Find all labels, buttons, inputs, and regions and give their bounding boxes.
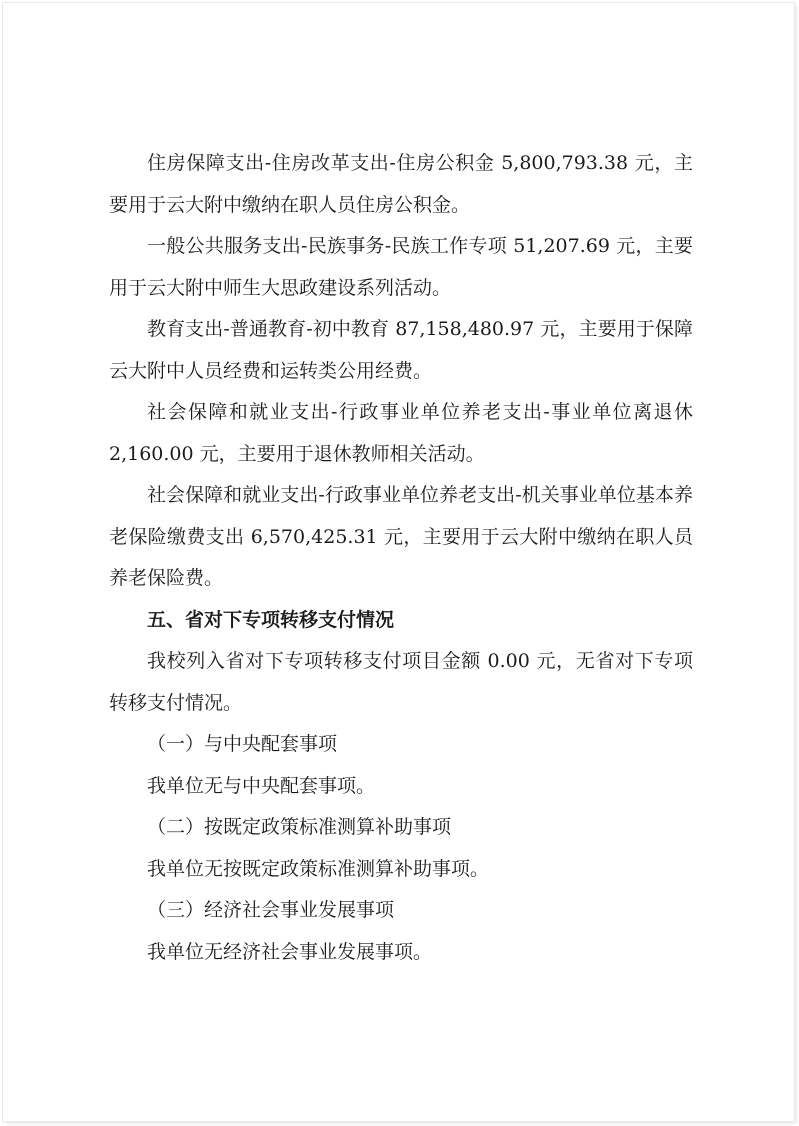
paragraph-ethnic-affairs: 一般公共服务支出-民族事务-民族工作专项 51,207.69 元，主要用于云大附中师生大思政建设系列活动。	[109, 235, 693, 299]
subsection-title-1: （一）与中央配套事项	[147, 733, 338, 755]
subsection-text-3: 我单位无经济社会事业发展事项。	[147, 940, 433, 963]
subsection-title-3: （三）经济社会事业发展事项	[147, 899, 395, 921]
paragraph-housing: 住房保障支出-住房改革支出-住房公积金 5,800,793.38 元，主要用于云大附中缴纳在职人员住房公积金。	[109, 152, 693, 216]
document-body	[109, 143, 693, 973]
paragraph-education: 教育支出-普通教育-初中教育 87,158,480.97 元，主要用于保障云大附中人员经费和运转类公用经费。	[109, 318, 693, 382]
section-intro: 我校列入省对下专项转移支付项目金额 0.00 元，无省对下专项转移支付情况。	[109, 650, 693, 714]
paragraph-pension-insurance: 社会保障和就业支出-行政事业单位养老支出-机关事业单位基本养老保险缴费支出 6,570,425.31 元，主要用于云大附中缴纳在职人员养老保险费。	[109, 484, 693, 589]
paragraph-retirement: 社会保障和就业支出-行政事业单位养老支出-事业单位离退休 2,160.00 元，主要用于退休教师相关活动。	[109, 401, 693, 465]
subsection-text-2: 我单位无按既定政策标准测算补助事项。	[147, 857, 490, 880]
subsection-text-1: 我单位无与中央配套事项。	[147, 774, 376, 797]
section-heading: 五、省对下专项转移支付情况	[147, 608, 395, 631]
document-page	[3, 3, 794, 1121]
subsection-title-2: （二）按既定政策标准测算补助事项	[147, 816, 452, 838]
